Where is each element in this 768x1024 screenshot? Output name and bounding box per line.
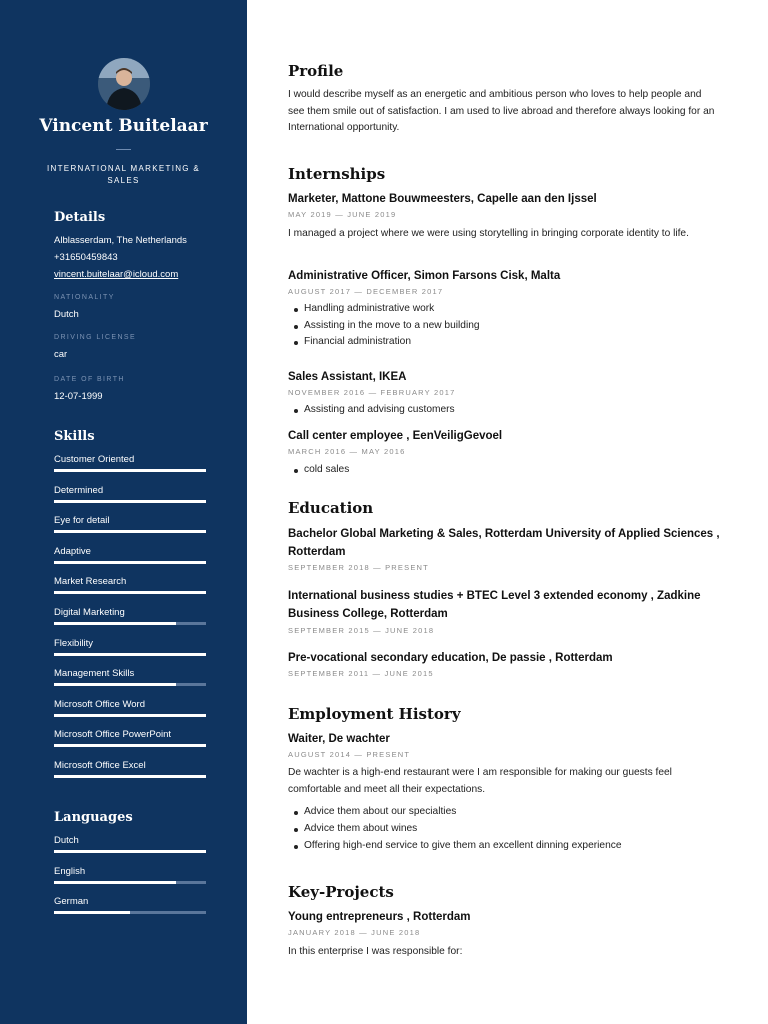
skill-label: Adaptive [54,545,91,557]
entry-description: De wachter is a high-end restaurant were I am responsible for making our guests feel comfortable and meet all their expectations. [288,767,672,795]
skill-level-bar [54,744,206,747]
list-item: Handling administrative work [304,303,435,314]
list-item: Assisting in the move to a new building [304,320,480,331]
skill-level-fill [54,683,176,686]
profile-text: I would describe myself as an energetic and ambitious person who loves to help people and see them smile out of satisfaction. I am used to live abroad and therefore always looking for an International opportunity. [288,89,715,133]
skill-label: Eye for detail [54,515,110,527]
entry-date: SEPTEMBER 2018 — PRESENT [288,563,429,572]
education-heading: Education [288,499,374,517]
skill-label: Microsoft Office PowerPoint [54,729,172,741]
skill-level-fill [54,530,206,533]
skills-heading: Skills [54,429,95,444]
language-level-fill [54,911,130,914]
license-label: DRIVING LICENSE [54,334,137,341]
skill-level-bar [54,469,206,472]
internships-heading: Internships [288,165,386,183]
list-item: Advice them about wines [304,823,418,834]
entry-title: Waiter, De wachter [288,733,390,745]
skill-level-fill [54,714,206,717]
language-label: Dutch [54,835,79,846]
person-name: Vincent Buitelaar [39,116,208,136]
skill-label: Management Skills [54,668,135,680]
skill-label: Determined [54,484,104,496]
skill-level-bar [54,653,206,656]
skill-label: Microsoft Office Excel [54,760,146,771]
skill-level-fill [54,744,206,747]
profile-photo [98,58,150,110]
list-item: Advice them about our specialties [304,806,457,817]
entry-title: Sales Assistant, IKEA [288,371,407,383]
entry-title: Young entrepreneurs , Rotterdam [288,911,471,923]
skill-label: Flexibility [54,637,94,649]
entry-date: MARCH 2016 — MAY 2016 [288,447,406,456]
skill-level-bar [54,500,206,503]
nationality-label: NATIONALITY [54,294,115,301]
dob-label: DATE OF BIRTH [54,376,125,383]
entry-title: Marketer, Mattone Bouwmeesters, Capelle aan den Ijssel [288,193,597,205]
skill-label: Microsoft Office Word [54,698,145,710]
address: Alblasserdam, The Netherlands [54,235,187,246]
name-divider [116,149,131,150]
entry-description: In this enterprise I was responsible for: [288,946,463,957]
employment-heading: Employment History [288,705,461,723]
entry-title: Bachelor Global Marketing & Sales, Rotterdam University of Applied Sciences , Rotterdam [288,528,720,558]
language-level-fill [54,850,206,853]
list-item: Financial administration [304,336,412,347]
skill-level-bar [54,530,206,533]
skill-level-fill [54,622,176,625]
entry-date: AUGUST 2014 — PRESENT [288,750,411,759]
skill-level-fill [54,775,206,778]
avatar [98,58,150,110]
language-level-bar [54,911,206,914]
entry-title: International business studies + BTEC Level 3 extended economy , Zadkine Business College, Rotterdam [288,590,701,620]
entry-date: SEPTEMBER 2015 — JUNE 2018 [288,626,435,635]
language-label: German [54,896,89,907]
email-link[interactable]: vincent.buitelaar@icloud.com [54,269,179,280]
list-item: Offering high-end service to give them an excellent dinning experience [304,840,622,851]
entry-description: I managed a project where we were using storytelling in bringing corporate identity to life. [288,228,689,239]
details-heading: Details [54,210,106,225]
entry-date: JANUARY 2018 — JUNE 2018 [288,928,421,937]
job-title: INTERNATIONAL MARKETING & SALES [47,164,200,185]
skill-level-fill [54,561,206,564]
skill-label: Digital Marketing [54,607,125,618]
entry-date: AUGUST 2017 — DECEMBER 2017 [288,287,444,296]
language-level-fill [54,881,176,884]
projects-heading: Key-Projects [288,883,394,901]
skill-label: Customer Oriented [54,454,135,465]
profile-heading: Profile [288,62,344,80]
languages-heading: Languages [54,810,133,825]
list-item: cold sales [304,464,350,475]
dob-value: 12-07-1999 [54,391,103,402]
entry-title: Call center employee , EenVeiligGevoel [288,430,503,442]
sidebar [0,0,247,1024]
entry-title: Administrative Officer, Simon Farsons Cisk, Malta [288,270,561,282]
entry-title: Pre-vocational secondary education, De passie , Rotterdam [288,652,613,664]
nationality-value: Dutch [54,309,79,320]
language-label: English [54,865,86,877]
entry-date: SEPTEMBER 2011 — JUNE 2015 [288,669,434,678]
list-item: Assisting and advising customers [304,404,455,415]
skill-level-bar [54,561,206,564]
skill-level-fill [54,653,206,656]
skill-level-bar [54,591,206,594]
license-value: car [54,349,68,360]
phone: +31650459843 [54,252,118,263]
skill-level-bar [54,775,206,778]
skill-level-bar [54,622,206,625]
skill-level-fill [54,469,206,472]
language-level-bar [54,850,206,853]
skill-level-fill [54,500,206,503]
skill-level-bar [54,683,206,686]
skill-level-bar [54,714,206,717]
language-level-bar [54,881,206,884]
skill-label: Market Research [54,576,127,588]
entry-date: MAY 2019 — JUNE 2019 [288,210,397,219]
skill-level-fill [54,591,206,594]
entry-date: NOVEMBER 2016 — FEBRUARY 2017 [288,388,456,397]
